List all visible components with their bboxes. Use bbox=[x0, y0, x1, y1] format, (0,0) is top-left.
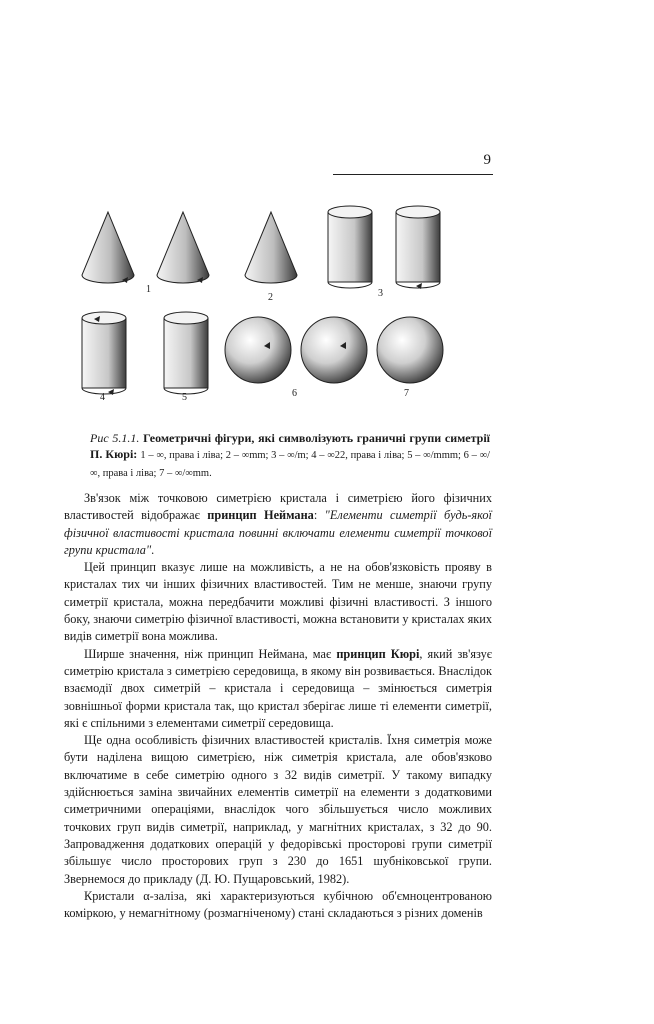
figure-label-4: 4 bbox=[100, 392, 105, 403]
paragraph-5: Кристали α-заліза, які характеризуються кубічною об'ємноцентрованою коміркою, у немагнітному (розмагніченому) стані складаються з різних доменів bbox=[64, 888, 492, 921]
cone-figure-1b bbox=[157, 212, 209, 283]
paragraph-2: Цей принцип вказує лише на можливість, а не на обов'язковість прояву в кристалах тих чи інших фізичних властивостей. Тим не менше, знаючи групу симетрії кристала, можна передбачити можливі фізичні властивості. З іншого боку, знаючи симетрію фізичної властивості, можна встановити у кристалах яких видів симетрії вона можлива. bbox=[64, 560, 493, 644]
page-header bbox=[333, 152, 493, 175]
cone-figure-2 bbox=[245, 212, 297, 283]
figure-label-2: 2 bbox=[268, 292, 273, 303]
caption-title: Геометричні фігури, які символізують граничні групи симетрії П. Кюрі: bbox=[90, 431, 491, 461]
figure-label-5: 5 bbox=[182, 392, 187, 403]
figure-caption bbox=[90, 430, 490, 482]
cylinder-figure-4 bbox=[82, 312, 126, 395]
paragraph-4: Ще одна особливість фізичних властивостей кристалів. Їхня симетрія може бути наділена вищою симетрією, ніж симетрія кристала, але обов'язково включатиме в себе симетрію одного з 32 видів симетрії. У такому випадку здійснюється заміна звичайних елементів симетрії на елементи з додатковими симетричними операціями, внаслідок чого збільшується число можливих точкових груп видів симетрії, наприклад, у магнітних кристалах, з 32 до 90. Запровадження додаткових операцій у федорівські просторові групи симетрії збільшує число просторових груп з 230 до 1651 шубніковської групи. Звернемося до прикладу (Д. Ю. Пущаровський, 1982). bbox=[64, 733, 492, 886]
sphere-figure-7 bbox=[377, 317, 443, 383]
symmetry-figure bbox=[78, 200, 498, 410]
sphere-figure-6b bbox=[301, 317, 367, 383]
paragraph-1 bbox=[64, 490, 492, 559]
page-number: 9 bbox=[483, 152, 491, 168]
body-text bbox=[64, 490, 492, 922]
paragraph-1-text-c: : bbox=[313, 508, 325, 523]
paragraph-1-text-e: . bbox=[151, 542, 155, 557]
figure-label-1: 1 bbox=[146, 284, 151, 295]
neumann-principle-quote: "Елементи симетрії будь-якої фізичної властивості кристала повинні включати елементи симетрії точкової групи кристала" bbox=[64, 508, 492, 557]
paragraph-3-text-a: Ширше значення, ніж принцип Неймана, має bbox=[84, 646, 337, 661]
cylinder-figure-3b bbox=[396, 206, 440, 289]
cylinder-figure-5 bbox=[164, 312, 208, 394]
caption-id: Рис 5.1.1. bbox=[90, 431, 140, 445]
figure-label-3: 3 bbox=[378, 288, 383, 299]
paragraph-1-text-a: Зв'язок між точковою симетрією кристала і симетрією його фізичних властивостей відображає bbox=[64, 491, 492, 523]
cone-figure-1a bbox=[82, 212, 134, 283]
neumann-principle-term: принцип Неймана bbox=[207, 508, 314, 523]
sphere-figure-6a bbox=[225, 317, 291, 383]
figure-label-7: 7 bbox=[404, 388, 409, 399]
symmetry-figures-drawing bbox=[78, 200, 498, 410]
caption-details: 1 – ∞, права і ліва; 2 – ∞mm; 3 – ∞/m; 4 – ∞22, права і ліва; 5 – ∞/mmm; 6 – ∞/∞, права і ліва; 7 – ∞/∞mm. bbox=[90, 450, 490, 479]
paragraph-3-text-c: , який зв'язує симетрію кристала з симетрією середовища, в якому він розвивається. Внаслідок взаємодії двох симетрій – кристала і середовища – змінюється симетрія зовнішньої форми кристала так, що кристал зберігає лише ті елементи симетрії, які є спільними з елементами симетрії середовища. bbox=[64, 646, 492, 730]
figure-label-6: 6 bbox=[292, 388, 297, 399]
curie-principle-term: принцип Кюрі bbox=[336, 646, 420, 661]
cylinder-figure-3a bbox=[328, 206, 372, 288]
paragraph-3 bbox=[64, 646, 492, 732]
